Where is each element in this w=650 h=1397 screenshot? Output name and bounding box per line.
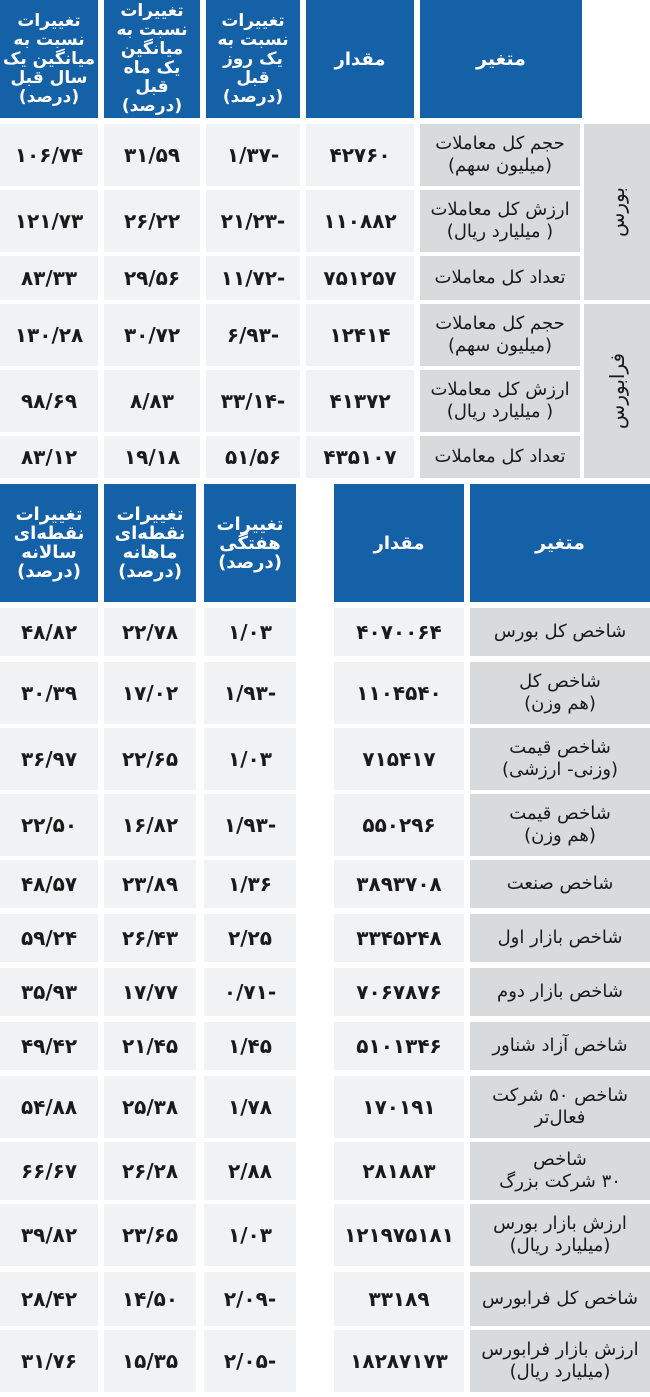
row-label: شاخص کل (هم وزن) — [470, 662, 650, 724]
header-amount — [306, 0, 414, 118]
row-change-year: ۳۰/۳۹ — [0, 662, 98, 724]
row-change-year: ۱۲۱/۷۳ — [0, 190, 98, 252]
row-change-year: ۴۸/۵۷ — [0, 860, 98, 908]
row-change-month: ۲۹/۵۶ — [104, 256, 200, 300]
header-change-day: تغییرات نسبت به یک روز قبل (درصد) — [206, 0, 300, 118]
row-change-month: ۲۶/۴۳ — [104, 914, 196, 962]
row-change-year: ۹۸/۶۹ — [0, 370, 98, 432]
row-change-year: ۵۹/۲۴ — [0, 914, 98, 962]
row-change-year: ۳۶/۹۷ — [0, 728, 98, 790]
row-amount: ۱۱۰۸۸۲ — [306, 190, 414, 252]
row-change-month: ۱۵/۳۵ — [104, 1330, 196, 1392]
row-change-day: -۱/۳۷ — [206, 124, 300, 186]
row-label: شاخص بازار دوم — [470, 968, 650, 1016]
row-label: شاخص کل فرابورس — [470, 1272, 650, 1326]
row-change-month: ۲۲/۷۸ — [104, 608, 196, 656]
row-change-week: ۱/۳۶ — [204, 860, 296, 908]
header-variable — [470, 484, 650, 602]
row-amount: ۵۱۰۱۳۴۶ — [334, 1022, 464, 1070]
row-label: ارزش کل معاملات ( میلیارد ریال) — [420, 370, 580, 432]
row-amount: ۵۵۰۲۹۶ — [334, 794, 464, 856]
row-amount: ۲۸۱۸۸۳ — [334, 1142, 464, 1200]
group-label-bourse — [584, 124, 650, 300]
row-change-month: ۱۴/۵۰ — [104, 1272, 196, 1326]
row-change-week: -۲/۰۵ — [204, 1330, 296, 1392]
row-label: تعداد کل معاملات — [420, 436, 580, 478]
row-change-month: ۱۹/۱۸ — [104, 436, 200, 478]
row-change-week: ۱/۴۵ — [204, 1022, 296, 1070]
row-change-week: ۱/۰۳ — [204, 728, 296, 790]
group-label-farabourse-text: فرابورس — [605, 352, 629, 430]
row-change-month: ۳۱/۵۹ — [104, 124, 200, 186]
row-change-week: -۱/۹۳ — [204, 794, 296, 856]
row-change-year: ۱۳۰/۲۸ — [0, 304, 98, 366]
header-change-year: تغییرات نسبت به میانگین یک سال قبل (درصد) — [0, 0, 98, 118]
row-label: شاخص آزاد شناور — [470, 1022, 650, 1070]
row-change-week: -۱/۹۳ — [204, 662, 296, 724]
header-amount-text: مقدار — [334, 48, 386, 70]
row-amount: ۴۰۷۰۰۶۴ — [334, 608, 464, 656]
row-amount: ۴۳۵۱۰۷ — [306, 436, 414, 478]
row-label: ارزش کل معاملات ( میلیارد ریال) — [420, 190, 580, 252]
row-change-day: ۵۱/۵۶ — [206, 436, 300, 478]
row-change-week: ۱/۰۳ — [204, 608, 296, 656]
row-amount: ۱۲۱۹۷۵۱۸۱ — [334, 1204, 464, 1266]
row-amount: ۱۸۲۸۷۱۷۳ — [334, 1330, 464, 1392]
row-change-year: ۸۳/۱۲ — [0, 436, 98, 478]
row-label: حجم کل معاملات (میلیون سهم) — [420, 124, 580, 186]
row-change-year: ۳۹/۸۲ — [0, 1204, 98, 1266]
row-amount: ۱۲۴۱۴ — [306, 304, 414, 366]
row-label: شاخص صنعت — [470, 860, 650, 908]
row-change-day: -۱۱/۷۲ — [206, 256, 300, 300]
header-amount — [334, 484, 464, 602]
header-variable-text: متغیر — [535, 531, 585, 554]
row-amount: ۷۰۶۷۸۷۶ — [334, 968, 464, 1016]
row-label: تعداد کل معاملات — [420, 256, 580, 300]
row-change-year: ۲۸/۴۲ — [0, 1272, 98, 1326]
row-change-day: -۶/۹۳ — [206, 304, 300, 366]
row-label: ارزش بازار فرابورس (میلیارد ریال) — [470, 1330, 650, 1392]
row-change-year: ۳۵/۹۳ — [0, 968, 98, 1016]
row-amount: ۴۲۷۶۰ — [306, 124, 414, 186]
row-label: شاخص کل بورس — [470, 608, 650, 656]
row-change-week: -۰/۷۱ — [204, 968, 296, 1016]
row-amount: ۴۱۳۷۲ — [306, 370, 414, 432]
row-change-year: ۸۳/۳۳ — [0, 256, 98, 300]
row-change-week: ۲/۸۸ — [204, 1142, 296, 1200]
row-change-week: ۱/۰۳ — [204, 1204, 296, 1266]
row-label: شاخص ۳۰ شرکت بزرگ — [470, 1142, 650, 1200]
row-change-month: ۲۲/۶۵ — [104, 728, 196, 790]
row-change-month: ۲۳/۶۵ — [104, 1204, 196, 1266]
row-change-month: ۱۷/۰۲ — [104, 662, 196, 724]
row-change-month: ۲۶/۲۸ — [104, 1142, 196, 1200]
header-amount-text: مقدار — [373, 532, 425, 554]
row-change-week: ۲/۲۵ — [204, 914, 296, 962]
row-change-year: ۵۴/۸۸ — [0, 1076, 98, 1138]
row-change-month: ۸/۸۳ — [104, 370, 200, 432]
row-label: شاخص قیمت (هم وزن) — [470, 794, 650, 856]
row-change-year: ۴۹/۴۲ — [0, 1022, 98, 1070]
row-label: شاخص ۵۰ شرکت فعال‌تر — [470, 1076, 650, 1138]
row-label: شاخص قیمت (وزنی- ارزشی) — [470, 728, 650, 790]
row-change-year: ۳۱/۷۶ — [0, 1330, 98, 1392]
row-amount: ۳۳۱۸۹ — [334, 1272, 464, 1326]
row-change-year: ۲۲/۵۰ — [0, 794, 98, 856]
header-variable-text: متغیر — [476, 47, 526, 70]
row-label: شاخص بازار اول — [470, 914, 650, 962]
header-change-month: تغییرات نسبت به میانگین یک ماه قبل (درصد) — [104, 0, 200, 118]
row-amount: ۳۳۴۵۲۴۸ — [334, 914, 464, 962]
header-change-year: تغییرات نقطه‌ای سالانه (درصد) — [0, 484, 98, 602]
header-change-month: تغییرات نقطه‌ای ماهانه (درصد) — [104, 484, 196, 602]
group-label-bourse-text: بورس — [605, 187, 630, 237]
row-amount: ۷۱۵۴۱۷ — [334, 728, 464, 790]
row-change-month: ۳۰/۷۲ — [104, 304, 200, 366]
row-amount: ۱۱۰۴۵۴۰ — [334, 662, 464, 724]
row-change-month: ۲۶/۲۲ — [104, 190, 200, 252]
row-change-month: ۱۷/۷۷ — [104, 968, 196, 1016]
row-change-month: ۲۱/۴۵ — [104, 1022, 196, 1070]
row-change-year: ۶۶/۶۷ — [0, 1142, 98, 1200]
row-label: حجم کل معاملات (میلیون سهم) — [420, 304, 580, 366]
row-label: ارزش بازار بورس (میلیارد ریال) — [470, 1204, 650, 1266]
group-label-farabourse — [584, 304, 650, 478]
row-change-month: ۲۵/۳۸ — [104, 1076, 196, 1138]
row-change-day: -۲۱/۲۳ — [206, 190, 300, 252]
header-variable — [420, 0, 582, 118]
row-change-year: ۴۸/۸۲ — [0, 608, 98, 656]
row-change-year: ۱۰۶/۷۴ — [0, 124, 98, 186]
row-amount: ۳۸۹۳۷۰۸ — [334, 860, 464, 908]
header-change-week: تغییرات هفتگی (درصد) — [204, 484, 296, 602]
row-change-month: ۲۳/۸۹ — [104, 860, 196, 908]
row-amount: ۱۷۰۱۹۱ — [334, 1076, 464, 1138]
row-change-week: -۲/۰۹ — [204, 1272, 296, 1326]
row-amount: ۷۵۱۲۵۷ — [306, 256, 414, 300]
row-change-month: ۱۶/۸۲ — [104, 794, 196, 856]
row-change-day: -۳۳/۱۴ — [206, 370, 300, 432]
row-change-week: ۱/۷۸ — [204, 1076, 296, 1138]
